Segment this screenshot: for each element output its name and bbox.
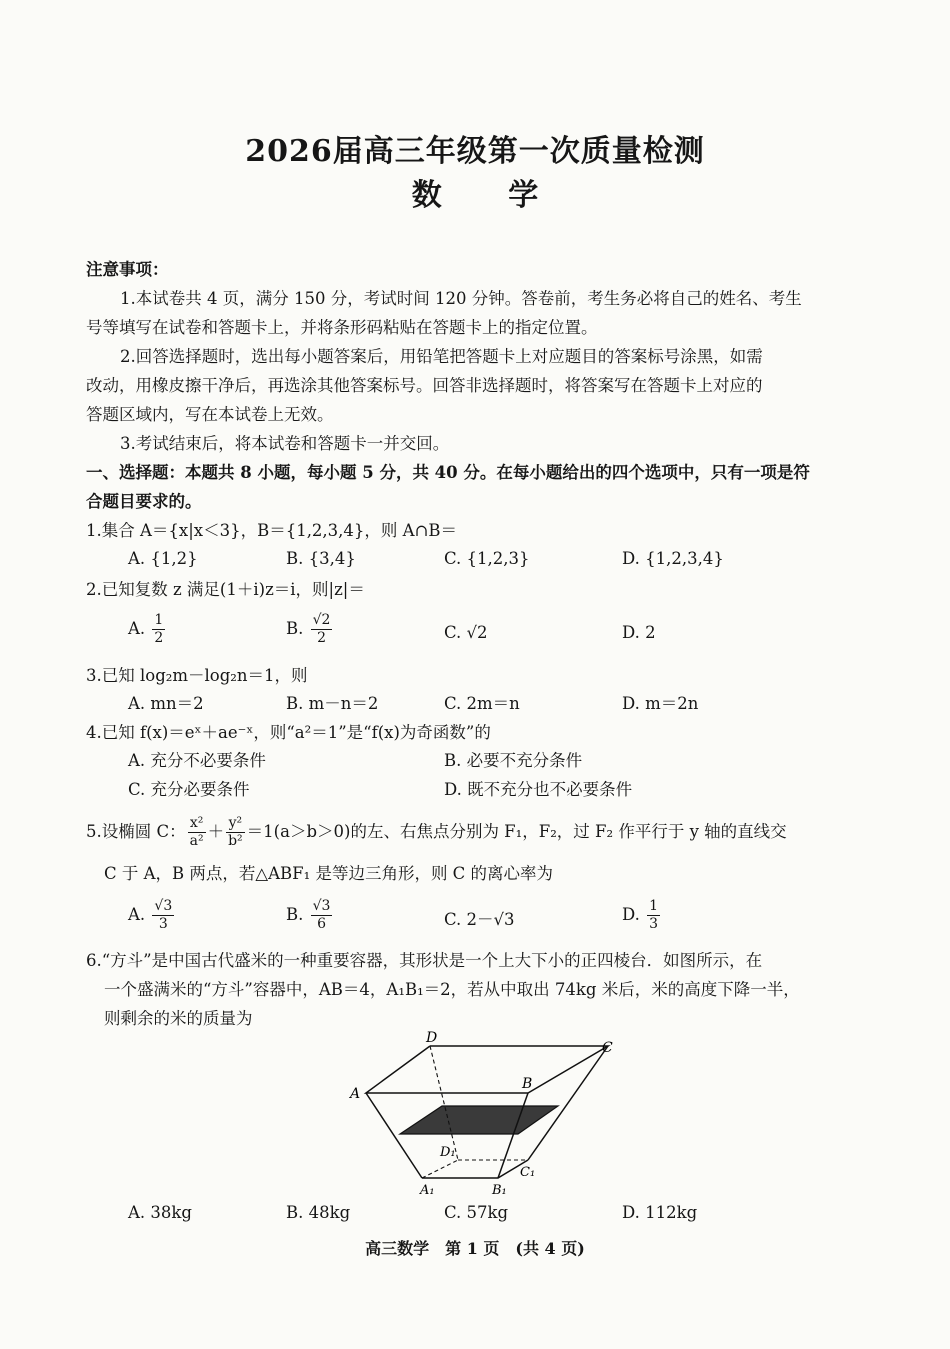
label-b1: B₁ [492, 1183, 507, 1198]
notice-item1-line1: 1.本试卷共 4 页，满分 150 分，考试时间 120 分钟。答卷前，考生务必将自己的姓名、考生 [120, 289, 802, 308]
q5-frac-x [188, 815, 206, 850]
subject-title: 数 学 [411, 178, 567, 213]
q4-option-a: A. 充分不必要条件 [128, 751, 266, 770]
q5-option-c: C. 2－√3 [444, 910, 515, 929]
q5-frac-x-num: x² [188, 815, 206, 833]
bottom-face-hidden-1 [422, 1160, 458, 1178]
q5-option-d [622, 898, 662, 933]
q2-option-c: C. √2 [444, 623, 488, 642]
q3-option-d: D. m＝2n [622, 694, 699, 713]
q6-line3: 则剩余的米的质量为 [104, 1009, 253, 1028]
q2-option-a [128, 612, 167, 647]
q6-option-a: A. 38kg [128, 1203, 192, 1222]
q5-stem [86, 815, 876, 850]
page-footer: 高三数学 第 1 页 (共 4 页) [365, 1239, 585, 1258]
q6-option-d: D. 112kg [622, 1203, 698, 1222]
q2-option-b-num: √2 [312, 612, 331, 628]
q5-option-a-num: √3 [154, 898, 173, 914]
q2-option-a-den: 2 [154, 630, 164, 646]
q6-line2: 一个盛满米的“方斗”容器中，AB＝4，A₁B₁＝2，若从中取出 74kg 米后，米的高度下降一半， [104, 980, 800, 999]
q1-option-b: B. {3,4} [286, 549, 356, 568]
q3-stem: 3.已知 log₂m－log₂n＝1，则 [86, 666, 308, 685]
rice-surface-section [400, 1106, 558, 1134]
q6-line1: 6.“方斗”是中国古代盛米的一种重要容器，其形状是一个上大下小的正四棱台．如图所示，在 [86, 951, 763, 970]
q4-option-d: D. 既不充分也不必要条件 [444, 780, 633, 799]
q5-option-a-den: 3 [158, 916, 168, 932]
notice-item2-line1: 2.回答选择题时，选出每小题答案后，用铅笔把答题卡上对应题目的答案标号涂黑，如需 [120, 347, 763, 366]
q3-option-c: C. 2m＝n [444, 694, 520, 713]
label-d: D [426, 1030, 438, 1046]
section1-line2: 合题目要求的。 [86, 492, 202, 511]
label-b: B [522, 1076, 533, 1092]
q5-option-a-label: A. [128, 905, 146, 924]
notice-item3: 3.考试结束后，将本试卷和答题卡一并交回。 [120, 434, 450, 453]
q5-option-d-num: 1 [649, 898, 659, 914]
q2-option-d: D. 2 [622, 623, 656, 642]
q5-option-b [286, 898, 334, 933]
section1-line1: 一、选择题：本题共 8 小题，每小题 5 分，共 40 分。在每小题给出的四个选项中，只有一项是符 [86, 463, 810, 482]
q2-option-b [286, 612, 334, 647]
bottom-face [422, 1160, 528, 1178]
q5-stem-suffix: ＝1(a＞b＞0)的左、右焦点分别为 F₁，F₂，过 F₂ 作平行于 y 轴的直线交 [246, 822, 787, 841]
q5-frac-y-den: b² [228, 833, 243, 849]
q5-line2: C 于 A，B 两点，若△ABF₁ 是等边三角形，则 C 的离心率为 [104, 864, 554, 883]
q5-frac-y-num: y² [226, 815, 245, 833]
q5-option-a-fraction [152, 898, 174, 933]
q2-option-b-den: 2 [317, 630, 326, 646]
notice-item2-line3: 答题区域内，写在本试卷上无效。 [86, 405, 334, 424]
q6-option-c: C. 57kg [444, 1203, 509, 1222]
q5-option-b-label: B. [286, 905, 304, 924]
q4-option-b: B. 必要不充分条件 [444, 751, 583, 770]
q4-stem: 4.已知 f(x)＝eˣ＋ae⁻ˣ，则“a²＝1”是“f(x)为奇函数”的 [86, 723, 491, 742]
q3-option-b: B. m－n＝2 [286, 694, 379, 713]
top-face-front [366, 1046, 608, 1093]
frustum-figure [340, 1030, 630, 1200]
q2-stem: 2.已知复数 z 满足(1＋i)z＝i，则|z|＝ [86, 580, 365, 599]
q2-option-a-num: 1 [154, 612, 164, 628]
q5-option-d-fraction [647, 898, 660, 933]
q5-option-b-den: 6 [317, 916, 326, 932]
notice-item2-line2: 改动，用橡皮擦干净后，再选涂其他答案标号。回答非选择题时，将答案写在答题卡上对应的 [86, 376, 763, 395]
q5-option-b-fraction [311, 898, 333, 933]
label-a1: A₁ [420, 1183, 435, 1198]
q5-stem-prefix: 5.设椭圆 C： [86, 822, 186, 841]
q2-option-b-fraction [311, 612, 333, 647]
edge-c-c1 [528, 1046, 608, 1160]
q1-option-c: C. {1,2,3} [444, 549, 530, 568]
q4-option-c: C. 充分必要条件 [128, 780, 250, 799]
q1-option-a: A. {1,2} [128, 549, 198, 568]
label-d1: D₁ [440, 1145, 456, 1160]
q2-option-a-fraction [152, 612, 165, 647]
q3-option-a: A. mn＝2 [128, 694, 204, 713]
edge-d-d1 [430, 1046, 458, 1160]
label-c: C [602, 1040, 613, 1056]
edge-a-a1 [366, 1093, 422, 1178]
label-c1: C₁ [520, 1165, 536, 1180]
notice-item1-line2: 号等填写在试卷和答题卡上，并将条形码粘贴在答题卡上的指定位置。 [86, 318, 598, 337]
q1-stem: 1.集合 A＝{x|x＜3}，B＝{1,2,3,4}，则 A∩B＝ [86, 521, 458, 540]
label-a: A [350, 1086, 361, 1102]
q5-option-a [128, 898, 176, 933]
q2-option-a-label: A. [128, 619, 146, 638]
notice-heading: 注意事项： [86, 260, 169, 279]
q5-option-d-label: D. [622, 905, 640, 924]
q1-option-d: D. {1,2,3,4} [622, 549, 724, 568]
q5-plus: ＋ [207, 822, 225, 841]
q2-option-b-label: B. [286, 619, 304, 638]
q5-frac-x-den: a² [189, 833, 204, 849]
q6-option-b: B. 48kg [286, 1203, 351, 1222]
q5-frac-y [226, 815, 245, 850]
q5-option-d-den: 3 [649, 916, 659, 932]
q5-option-b-num: √3 [312, 898, 331, 914]
exam-title: 2026届高三年级第一次质量检测 [245, 134, 705, 169]
